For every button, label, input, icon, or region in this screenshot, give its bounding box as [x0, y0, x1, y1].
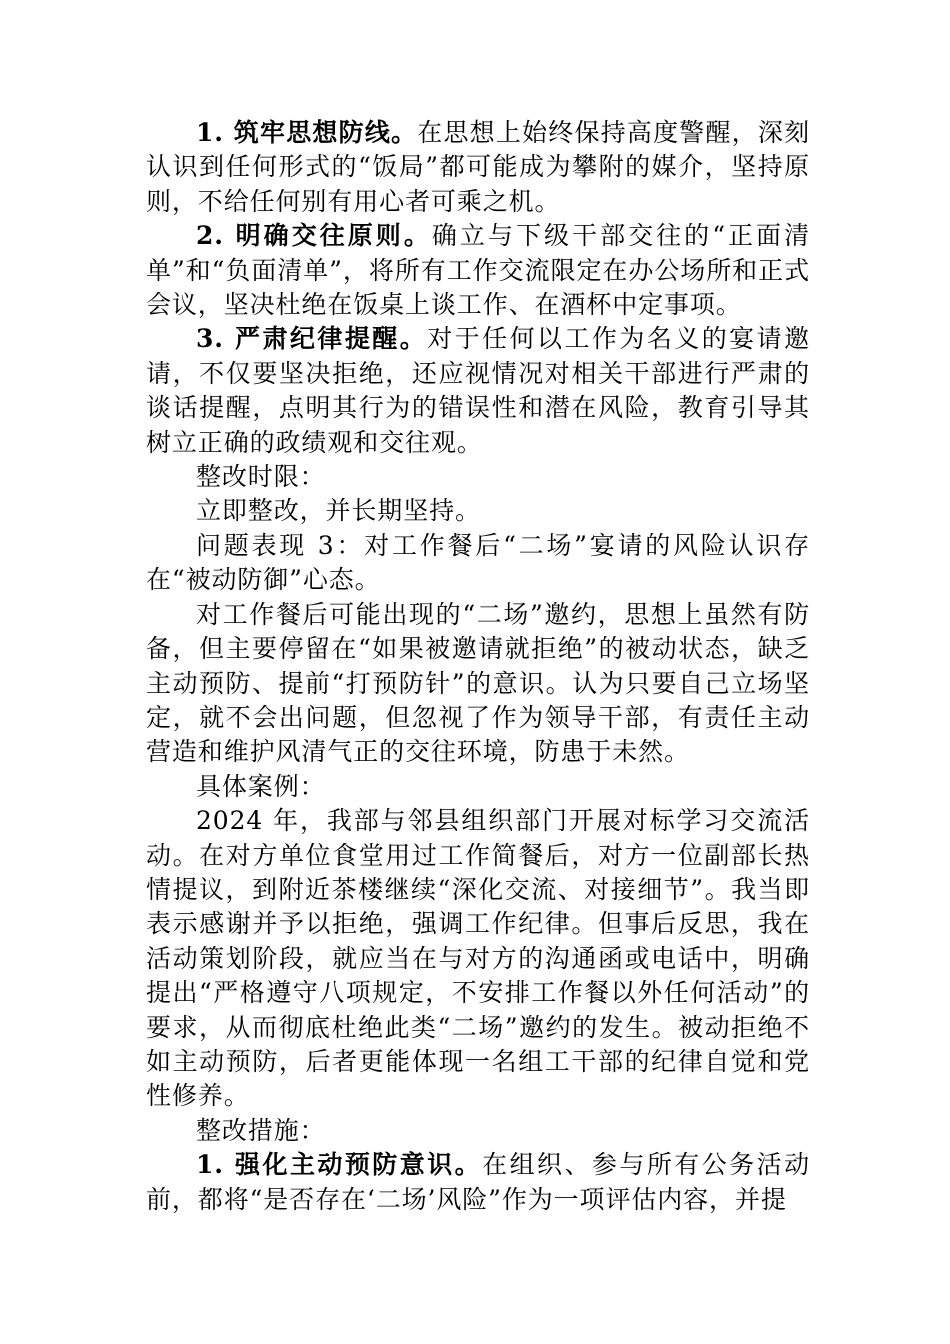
measure-text: 在组织、参与所有公务活动前，都将“是否存在‘二场’风险”作为一项评估内容，并提 [146, 1150, 810, 1214]
measure-text: 对于任何以工作为名义的宴请邀请，不仅要坚决拒绝，还应视情况对相关干部进行严肃的谈话提醒，点明其行为的错误性和潜在风险，教育引导其树立正确的政绩观和交往观。 [146, 324, 810, 457]
paragraph-measure-2 [146, 219, 810, 322]
paragraph-problem-description [146, 598, 810, 770]
paragraph-text: 问题表现 3：对工作餐后“二场”宴请的风险认识存在“被动防御”心态。 [146, 530, 810, 595]
paragraph-text: 具体案例： [196, 771, 326, 801]
measure-heading: 3. 严肃纪律提醒。 [196, 324, 428, 354]
paragraph-case-body [146, 804, 810, 1114]
paragraph-measure-3 [146, 322, 810, 460]
measure-heading: 1. 强化主动预防意识。 [196, 1150, 483, 1180]
paragraph-case-label [146, 770, 810, 804]
paragraph-measure-1 [146, 116, 810, 219]
paragraph-text: 对工作餐后可能出现的“二场”邀约，思想上虽然有防备，但主要停留在“如果被邀请就拒绝”的被动状态，缺乏主动预防、提前“打预防针”的意识。认为只要自己立场坚定，就不会出问题，但忽视了作为领导干部，有责任主动营造和维护风清气正的交往环境，防患于未然。 [146, 599, 810, 767]
paragraph-measures-label [146, 1114, 810, 1148]
measure-heading: 1. 筑牢思想防线。 [196, 118, 418, 147]
measure-text: 确立与下级干部交往的“正面清单”和“负面清单”，将所有工作交流限定在办公场所和正式会议，坚决杜绝在饭桌上谈工作、在酒杯中定事项。 [146, 221, 810, 320]
paragraph-text: 整改措施： [196, 1115, 326, 1145]
paragraph-text: 2024 年，我部与邻县组织部门开展对标学习交流活动。在对方单位食堂用过工作简餐后，对方一位副部长热情提议，到附近茶楼继续“深化交流、对接细节”。我当即表示感谢并予以拒绝，强调工作纪律。但事后反思，我在活动策划阶段，就应当在与对方的沟通函或电话中，明确提出“严格遵守八项规定，不安排工作餐以外任何活动”的要求，从而彻底杜绝此类“二场”邀约的发生。被动拒绝不如主动预防，后者更能体现一名组工干部的纪律自觉和党性修养。 [146, 806, 810, 1111]
document-body [146, 116, 810, 1217]
paragraph-problem-title [146, 529, 810, 598]
paragraph-deadline-value [146, 494, 810, 528]
paragraph-text: 立即整改，并长期坚持。 [196, 496, 481, 526]
measure-heading: 2. 明确交往原则。 [196, 221, 432, 251]
paragraph-deadline-label [146, 460, 810, 494]
measure-text: 在思想上始终保持高度警醒，深刻认识到任何形式的“饭局”都可能成为攀附的媒介，坚持原则，不给任何别有用心者可乘之机。 [146, 118, 810, 216]
paragraph-text: 整改时限： [196, 462, 326, 492]
paragraph-measure-prevention [146, 1148, 810, 1217]
